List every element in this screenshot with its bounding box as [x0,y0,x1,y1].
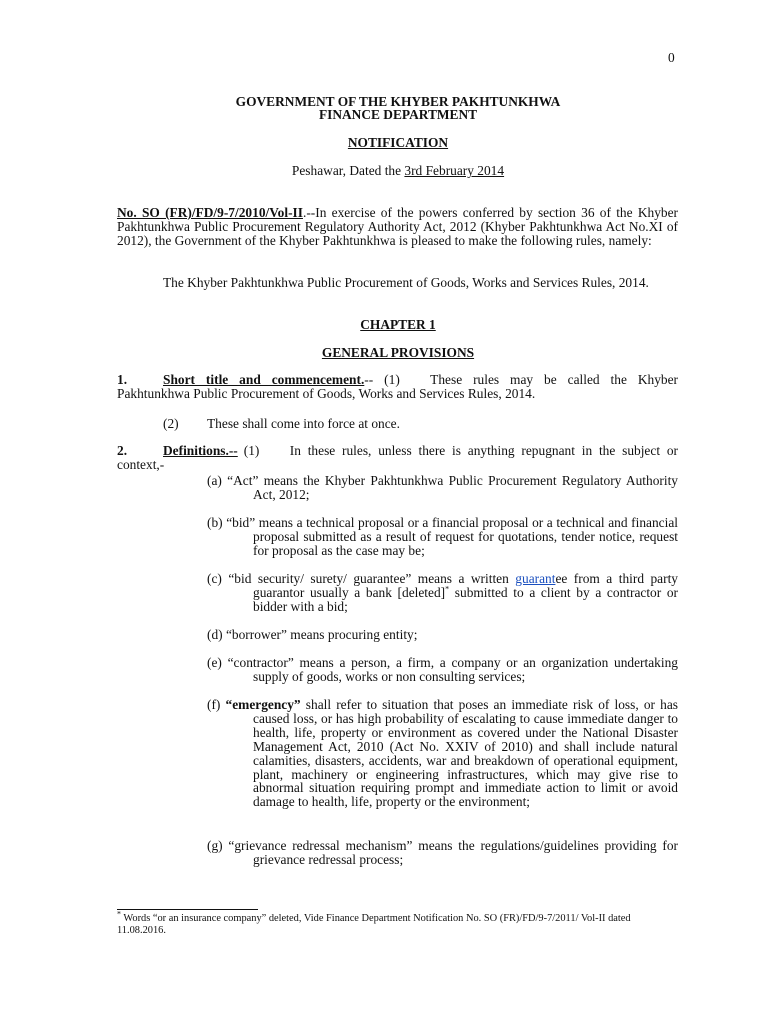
definition-c-end: submitted to a client by a contractor or bidder with a bid; [253,584,679,614]
definition-d [207,628,678,642]
section-2-heading: Definitions.-- [163,443,238,458]
definition-e-text: (e) “contractor” means a person, a firm, a company or an organization undertaking supply of goods, works or non consulting services; [207,655,678,684]
section-1-sub2-paragraph [117,417,678,431]
preamble-text: .--In exercise of the powers conferred by section 36 of the Khyber Pakhtunkhwa Public Procurement Regulatory Authority Act, 2012 (Khyber Pakhtunkhwa Act No.XI of 2012), the Government of the Khyber Pakhtunkhwa is pleased to make the following rules, namely: [117,205,678,248]
definition-c-middle: ee from a third party guarantor usually a bank [deleted] [253,571,678,600]
chapter-subtitle: GENERAL PROVISIONS [321,345,475,360]
date-prefix: Peshawar, Dated the [291,163,405,178]
section-1-paragraph [117,373,678,401]
section-2-intro: In these rules, unless there is anything repugnant in the subject or context,- [117,443,678,472]
reference-number: No. SO (FR)/FD/9-7/2010/Vol-II [117,205,303,220]
department-heading: FINANCE DEPARTMENT [318,107,478,122]
section-1-number: 1. [117,372,128,387]
definition-c-text [207,572,678,614]
footnote [117,909,678,937]
definition-f-body: shall refer to situation that poses an immediate risk of loss, or has caused loss, or has high probability of escalating to cause immediate danger to health, life, property or environment as covered under the National Disaster Management Act, 2010 (Act No. XXIV of 2010) and shall include natural calamities, disasters, accidents, war and breakdown of operational equipment, plant, machinery or engineering infrastructures, which may give rise to abnormal situation requiring prompt and immediate action to limit or avoid damage to health, life, property or the environment; [253,697,678,810]
government-heading: GOVERNMENT OF THE KHYBER PAKHTUNKHWA [235,94,561,109]
section-2-paragraph [117,444,678,472]
definition-g-text: (g) “grievance redressal mechanism” means the regulations/guidelines providing for grievance redressal process; [207,838,678,867]
notification-heading: NOTIFICATION [347,135,449,150]
definition-a-text: (a) “Act” means the Khyber Pakhtunkhwa Public Procurement Regulatory Authority Act, 2012; [207,473,678,502]
section-2-number: 2. [117,443,128,458]
definition-f [207,698,678,809]
definition-b [207,516,678,558]
footnote-text: Words “or an insurance company” deleted, Vide Finance Department Notification No. SO (FR)/FD/9-7/2011/ Vol-II dated 11.08.2016. [117,913,631,937]
definition-c-start: (c) “bid security/ surety/ guarantee” means a written [207,571,516,586]
footnote-mark: * [117,909,121,919]
footnote-reference-mark: * [445,584,450,594]
rules-title-paragraph: The Khyber Pakhtunkhwa Public Procurement of Goods, Works and Services Rules, 2014. [163,275,649,290]
section-2-sub1-number: (1) [243,443,260,458]
definition-f-label: (f) [207,697,226,712]
definition-f-text [207,698,678,809]
definition-a [207,474,678,502]
date-line [0,164,768,178]
definition-b-text: (b) “bid” means a technical proposal or a financial proposal or a technical and financial proposal submitted as a result of request for quotations, tender notice, request for proposal as the case may be; [207,515,678,558]
section-1-sub2-text: These shall come into force at once. [207,416,400,431]
definition-c [207,572,678,614]
section-1-heading: Short title and commencement. [163,372,365,387]
page-number: 0 [668,50,675,65]
definition-e [207,656,678,684]
definition-g [207,839,678,867]
definition-f-term: “emergency” [225,697,301,712]
preamble-paragraph [117,206,678,248]
definition-d-text: (d) “borrower” means procuring entity; [207,627,418,642]
guarantee-link[interactable]: guarant [515,571,556,586]
footnote-separator [117,909,258,910]
section-1-sub1-text: These rules may be called the Khyber Pakhtunkhwa Public Procurement of Goods, Works and Services Rules, 2014. [117,372,678,401]
section-1-sub1-number: (1) [384,372,400,387]
section-1-dash: -- [364,372,385,387]
notification-date: 3rd February 2014 [404,163,505,178]
section-1-sub2-number: (2) [163,416,179,431]
chapter-title: CHAPTER 1 [360,317,436,332]
